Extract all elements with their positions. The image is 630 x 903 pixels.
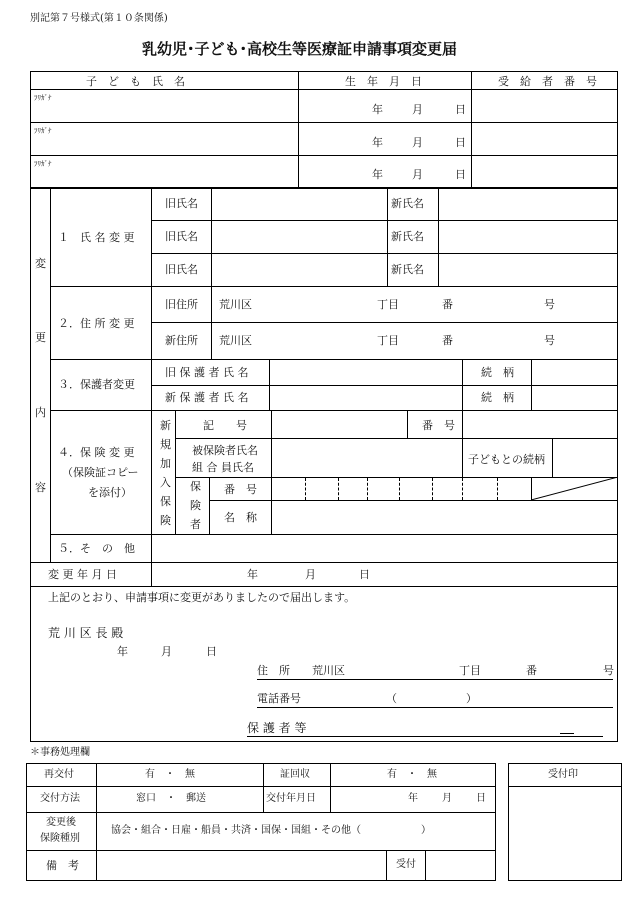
- phone-number-field[interactable]: [310, 688, 610, 706]
- office-use-heading: ＊事務処理欄: [30, 747, 90, 758]
- child-name-field[interactable]: [60, 158, 296, 186]
- side-label-char: 内: [35, 406, 46, 419]
- insurance-change-label: ４．保 険 変 更: [58, 446, 135, 459]
- birth-date-header: 生 年 月 日: [345, 75, 422, 88]
- child-relation-field[interactable]: [554, 440, 616, 476]
- change-date-field[interactable]: [153, 564, 616, 585]
- furigana-label: ﾌﾘｶﾞﾅ: [34, 160, 52, 168]
- address-change-label: ２．住 所 変 更: [58, 317, 135, 330]
- relation-field[interactable]: [533, 361, 616, 384]
- side-label-char: 変: [35, 257, 46, 270]
- diagonal-slash: [531, 477, 618, 500]
- old-guardian-name-field[interactable]: [271, 361, 460, 384]
- reception-stamp-box: [508, 763, 622, 881]
- new-address-field[interactable]: [258, 324, 614, 357]
- old-name-field[interactable]: [213, 255, 385, 285]
- insurer-number-field[interactable]: [273, 479, 529, 499]
- old-name-field[interactable]: [213, 189, 385, 219]
- page-title: 乳幼児･子ども･高校生等医療証申請事項変更届: [142, 40, 458, 58]
- recipient-number-field[interactable]: [473, 157, 616, 187]
- insurance-number-field[interactable]: [464, 412, 616, 437]
- side-label-char: 更: [35, 331, 46, 344]
- child-name-field[interactable]: [60, 125, 296, 153]
- reception-stamp-label: 受付印: [548, 769, 578, 780]
- guardian-address-field[interactable]: [350, 660, 600, 678]
- remarks-field[interactable]: [98, 852, 384, 879]
- furigana-label: ﾌﾘｶﾞﾅ: [34, 94, 52, 102]
- recipient-number-header: 受 給 者 番 号: [498, 75, 597, 88]
- change-date-label: 変 更 年 月 日: [48, 568, 117, 581]
- old-address-field[interactable]: [258, 288, 614, 320]
- furigana-label: ﾌﾘｶﾞﾅ: [34, 127, 52, 135]
- guardian-change-label: ３．保護者変更: [58, 378, 135, 391]
- new-name-field[interactable]: [440, 222, 616, 252]
- name-change-label: １ 氏 名 変 更: [58, 231, 135, 244]
- other-label: ５．そ の 他: [58, 542, 135, 555]
- child-name-header: 子 ど も 氏 名: [86, 75, 185, 88]
- insurance-symbol-field[interactable]: [273, 412, 405, 437]
- child-name-field[interactable]: [60, 92, 296, 120]
- cert-collect-options[interactable]: 有 ・ 無: [387, 769, 437, 780]
- reissue-options[interactable]: 有 ・ 無: [145, 769, 195, 780]
- form-number: 別記第７号様式(第１０条関係): [30, 13, 168, 24]
- addressee: 荒 川 区 長 殿: [48, 626, 124, 640]
- guardian-name-field[interactable]: [320, 717, 600, 735]
- relation-field[interactable]: [533, 387, 616, 409]
- insured-name-field[interactable]: [273, 440, 460, 476]
- new-name-field[interactable]: [440, 189, 616, 219]
- recipient-number-field[interactable]: [473, 124, 616, 154]
- delivery-options[interactable]: 窓口 ・ 郵送: [136, 793, 206, 804]
- new-name-field[interactable]: [440, 255, 616, 285]
- recipient-number-field[interactable]: [473, 91, 616, 121]
- other-field[interactable]: [153, 536, 616, 561]
- insurance-type-options[interactable]: 協会・組合・日雇・船員・共済・国保・国組・その他（ ）: [111, 825, 431, 836]
- old-name-field[interactable]: [213, 222, 385, 252]
- declaration-text: 上記のとおり、申請事項に変更がありましたので届出します。: [48, 591, 356, 604]
- new-guardian-name-field[interactable]: [271, 387, 460, 409]
- side-label-char: 容: [35, 481, 46, 494]
- insurer-name-field[interactable]: [273, 502, 616, 533]
